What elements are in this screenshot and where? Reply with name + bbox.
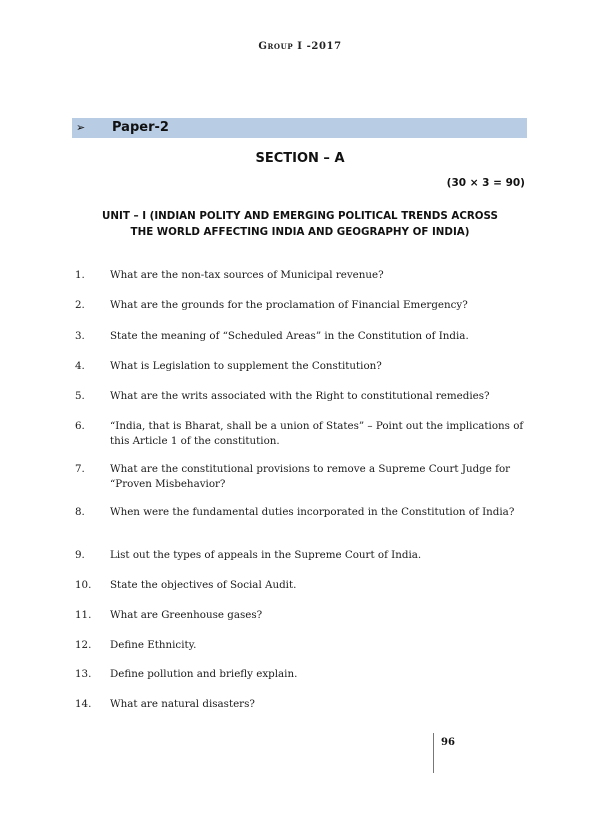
question-text: What are the constitutional provisions to remove a Supreme Court Judge for “Proven Misbehavior? <box>110 463 511 490</box>
unit-heading: UNIT – I (INDIAN POLITY AND EMERGING POLITICAL TRENDS ACROSS THE WORLD AFFECTING INDIA AND GEOGRAPHY OF INDIA) <box>102 210 498 238</box>
paper-title: Paper-2 <box>112 120 169 135</box>
question-number: 14. <box>75 698 92 710</box>
question-text: Define Ethnicity. <box>110 639 197 651</box>
question-number: 9. <box>75 549 85 561</box>
question-text: What are the writs associated with the Right to constitutional remedies? <box>110 390 490 402</box>
page-number-divider <box>433 733 434 773</box>
question-text: What are the non-tax sources of Municipal revenue? <box>110 269 384 281</box>
question-number: 5. <box>75 390 85 402</box>
question-number: 2. <box>75 299 85 311</box>
question-number: 6. <box>75 420 85 432</box>
question-text: List out the types of appeals in the Supreme Court of India. <box>110 549 422 561</box>
question-text: What are the grounds for the proclamation of Financial Emergency? <box>110 299 468 311</box>
section-title: SECTION – A <box>255 151 345 166</box>
question-text: State the objectives of Social Audit. <box>110 579 297 591</box>
question-number: 12. <box>75 639 92 651</box>
arrow-bullet-icon: ➢ <box>76 121 86 134</box>
question-number: 10. <box>75 579 92 591</box>
question-number: 3. <box>75 330 85 342</box>
question-number: 13. <box>75 668 92 680</box>
question-text: When were the fundamental duties incorporated in the Constitution of India? <box>110 506 515 518</box>
question-number: 7. <box>75 463 85 475</box>
running-header: Group I -2017 <box>258 41 342 52</box>
question-number: 8. <box>75 506 85 518</box>
question-text: Define pollution and briefly explain. <box>110 668 298 680</box>
marks-allocation: (30 × 3 = 90) <box>446 177 525 189</box>
question-number: 1. <box>75 269 85 281</box>
question-text: What are Greenhouse gases? <box>110 609 263 621</box>
question-number: 4. <box>75 360 85 372</box>
question-number: 11. <box>75 609 92 621</box>
question-text: What are natural disasters? <box>110 698 255 710</box>
question-text: “India, that is Bharat, shall be a union of States” – Point out the implications of this Article 1 of the constitution. <box>110 420 524 447</box>
question-text: What is Legislation to supplement the Constitution? <box>110 360 382 372</box>
page-number: 96 <box>441 737 455 748</box>
question-text: State the meaning of “Scheduled Areas” in the Constitution of India. <box>110 330 469 342</box>
